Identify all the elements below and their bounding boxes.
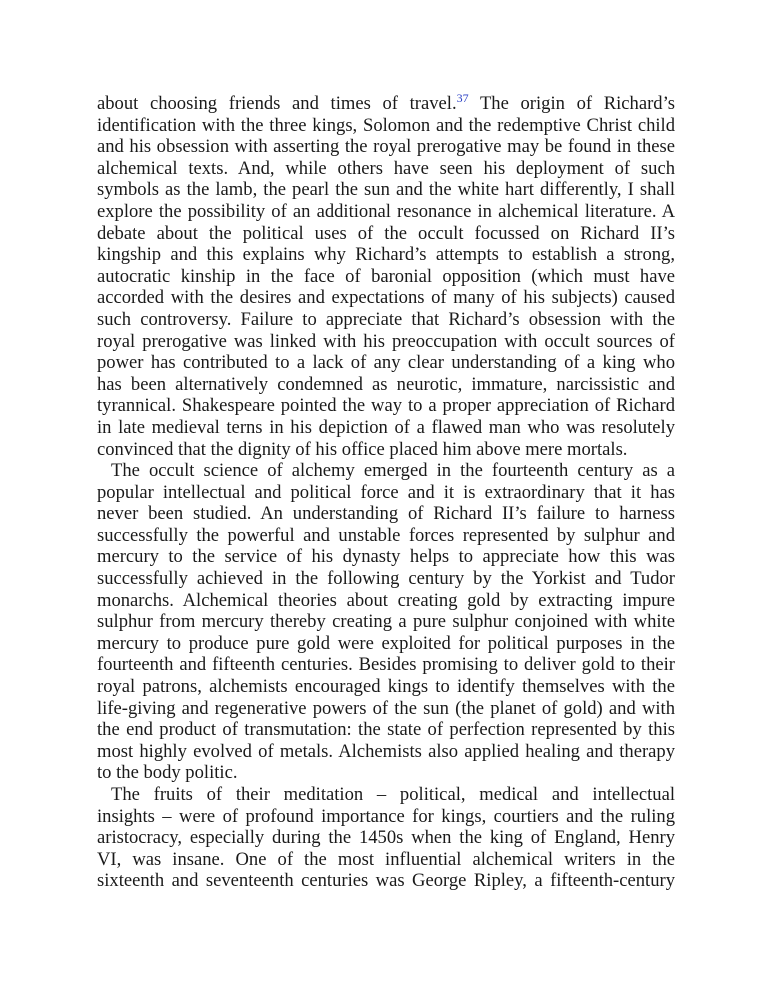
text-line: has been alternatively condemned as neurotic, immature, narcissistic and	[97, 373, 675, 395]
text-line: successfully the powerful and unstable forces represented by sulphur and	[97, 524, 675, 546]
text-line: identification with the three kings, Solomon and the redemptive Christ child	[97, 114, 675, 136]
text-line: monarchs. Alchemical theories about creating gold by extracting impure	[97, 589, 675, 611]
footnote-ref-37[interactable]: 37	[456, 91, 469, 105]
text-line: explore the possibility of an additional resonance in alchemical literature. A	[97, 200, 675, 222]
text-line: power has contributed to a lack of any clear understanding of a king who	[97, 352, 675, 374]
text-line: the end product of transmutation: the state of perfection represented by this	[97, 719, 675, 741]
text-line: and his obsession with asserting the royal prerogative may be found in these	[97, 136, 675, 158]
text-line: fourteenth and fifteenth centuries. Besides promising to deliver gold to their	[97, 654, 675, 676]
text-line: royal prerogative was linked with his preoccupation with occult sources of	[97, 330, 675, 352]
text-line: convinced that the dignity of his office placed him above mere mortals.	[97, 438, 628, 460]
text-line: sixteenth and seventeenth centuries was George Ripley, a fifteenth-century	[97, 870, 675, 892]
paragraph-1	[97, 93, 675, 460]
text-line: in late medieval terns in his depiction of a flawed man who was resolutely	[97, 416, 675, 438]
text-line: tyrannical. Shakespeare pointed the way to a proper appreciation of Richard	[97, 395, 675, 417]
text-line: mercury to produce pure gold were exploited for political purposes in the	[97, 632, 675, 654]
text-line: debate about the political uses of the occult focussed on Richard II’s	[97, 222, 675, 244]
text-line: VI, was insane. One of the most influential alchemical writers in the	[97, 848, 675, 870]
paragraph-3	[97, 784, 675, 892]
text-line: never been studied. An understanding of Richard II’s failure to harness	[97, 503, 675, 525]
text-line: royal patrons, alchemists encouraged kings to identify themselves with the	[97, 676, 675, 698]
text-line: sulphur from mercury thereby creating a pure sulphur conjoined with white	[97, 611, 675, 633]
text-line: alchemical texts. And, while others have seen his deployment of such	[97, 157, 675, 179]
text-line: symbols as the lamb, the pearl the sun and the white hart differently, I shall	[97, 179, 675, 201]
text-line: mercury to the service of his dynasty helps to appreciate how this was	[97, 546, 675, 568]
text-line: life-giving and regenerative powers of the sun (the planet of gold) and with	[97, 697, 675, 719]
text-line: to the body politic.	[97, 762, 238, 784]
text-line: popular intellectual and political force and it is extraordinary that it has	[97, 481, 675, 503]
text-line: aristocracy, especially during the 1450s when the king of England, Henry	[97, 827, 675, 849]
text-line: The fruits of their meditation – political, medical and intellectual	[111, 784, 675, 805]
text-line: kingship and this explains why Richard’s attempts to establish a strong,	[97, 244, 675, 266]
text-line: insights – were of profound importance for kings, courtiers and the ruling	[97, 805, 675, 827]
text-line: most highly evolved of metals. Alchemists also applied healing and therapy	[97, 740, 675, 762]
text-line: The occult science of alchemy emerged in the fourteenth century as a	[111, 460, 675, 482]
paragraph-2	[97, 460, 675, 784]
text-line: such controversy. Failure to appreciate that Richard’s obsession with the	[97, 308, 675, 330]
page-body	[97, 93, 675, 892]
text-line: accorded with the desires and expectations of many of his subjects) caused	[97, 287, 675, 309]
text-line: autocratic kinship in the face of baronial opposition (which must have	[97, 265, 675, 287]
text-line: about choosing friends and times of travel.$^{37}$ The origin of Richard’s	[97, 91, 675, 114]
text-line: successfully achieved in the following century by the Yorkist and Tudor	[97, 568, 675, 590]
